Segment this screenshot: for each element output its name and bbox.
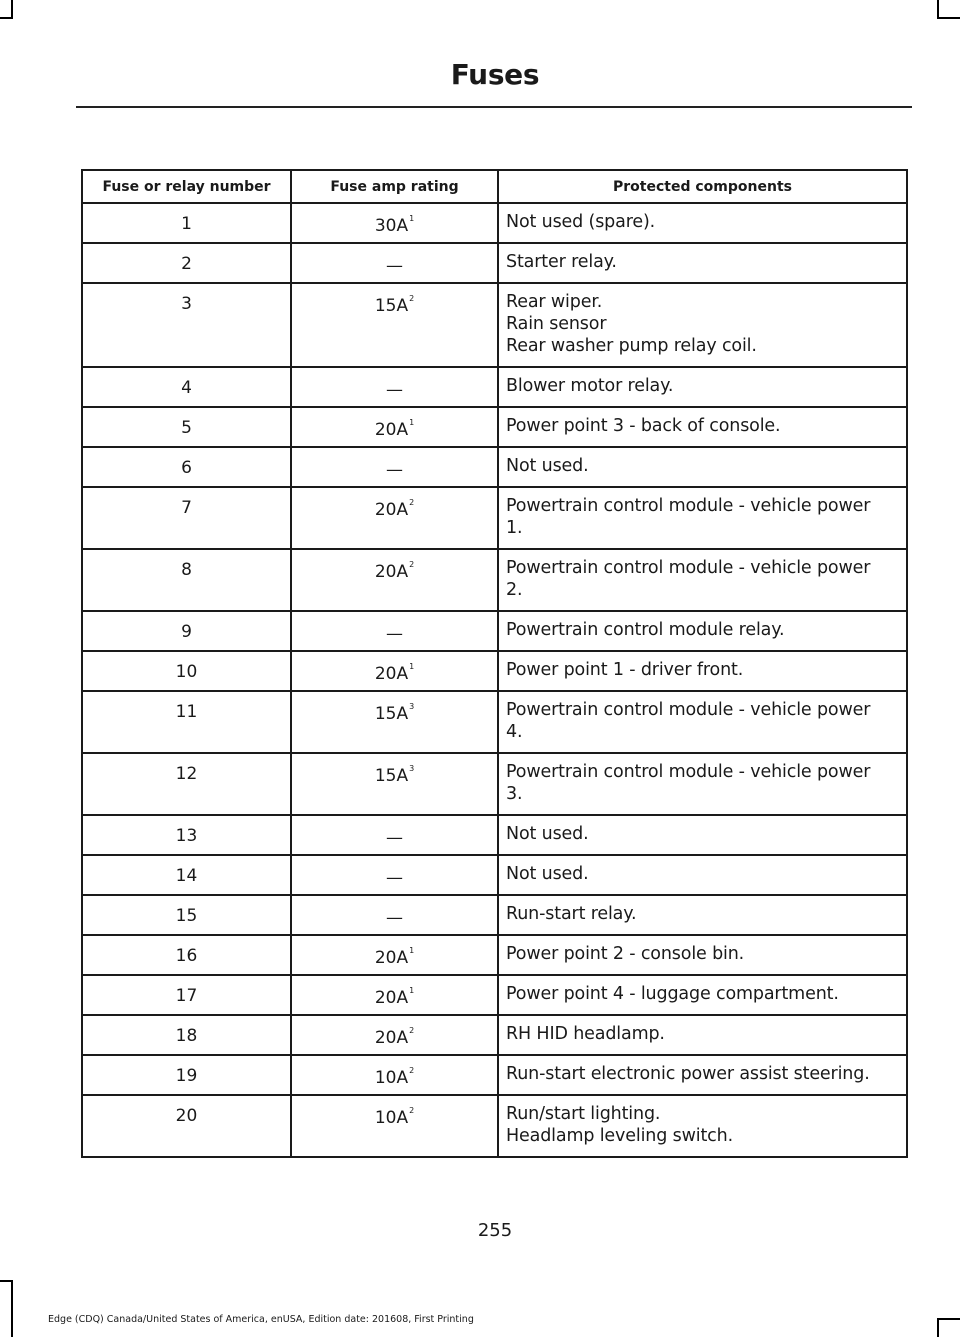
- fuse-rating: [291, 753, 498, 815]
- protected-components: [498, 753, 907, 815]
- table-row: [82, 549, 907, 611]
- fuse-rating-value: —: [386, 460, 403, 480]
- fuse-rating-value: —: [386, 908, 403, 928]
- protected-components: [498, 815, 907, 855]
- crop-mark: [11, 1280, 13, 1337]
- protected-components: [498, 283, 907, 367]
- fuse-number: 6: [82, 447, 291, 487]
- fuse-number: 1: [82, 203, 291, 243]
- component-line: 3.: [506, 784, 523, 804]
- fuse-rating: [291, 895, 498, 935]
- protected-components: [498, 1095, 907, 1157]
- fuse-rating-value: —: [386, 380, 403, 400]
- footnote-marker: 2: [409, 1066, 415, 1075]
- fuse-rating: [291, 407, 498, 447]
- protected-components: [498, 1015, 907, 1055]
- component-line: Powertrain control module - vehicle power: [506, 700, 871, 720]
- component-line: Not used.: [506, 824, 589, 844]
- fuse-number: 9: [82, 611, 291, 651]
- table-row: [82, 611, 907, 651]
- fuse-rating-value: —: [386, 256, 403, 276]
- fuse-rating-value: 15A: [374, 296, 409, 316]
- fuse-number: 8: [82, 549, 291, 611]
- protected-components: [498, 447, 907, 487]
- fuse-rating: [291, 367, 498, 407]
- fuse-table: [81, 169, 908, 1158]
- table-row: [82, 753, 907, 815]
- protected-components: [498, 975, 907, 1015]
- component-line: 4.: [506, 722, 523, 742]
- fuse-rating-value: —: [386, 624, 403, 644]
- fuse-number: 4: [82, 367, 291, 407]
- fuse-number: 10: [82, 651, 291, 691]
- component-line: 2.: [506, 580, 523, 600]
- protected-components: [498, 611, 907, 651]
- table-row: [82, 1095, 907, 1157]
- fuse-rating-value: —: [386, 828, 403, 848]
- crop-mark: [937, 0, 939, 18]
- table-row: [82, 895, 907, 935]
- component-line: Rear wiper.: [506, 292, 603, 312]
- protected-components: [498, 895, 907, 935]
- fuse-rating: [291, 611, 498, 651]
- fuse-rating: [291, 1015, 498, 1055]
- fuse-number: 7: [82, 487, 291, 549]
- table-row: [82, 243, 907, 283]
- fuse-rating-value: 20A: [374, 664, 409, 684]
- column-header-components: Protected components: [498, 170, 907, 203]
- fuse-rating: [291, 855, 498, 895]
- fuse-rating-value: 20A: [374, 948, 409, 968]
- table-row: [82, 691, 907, 753]
- header-rule: [76, 106, 912, 108]
- fuse-rating: [291, 691, 498, 753]
- table-row: [82, 487, 907, 549]
- footnote-marker: 1: [409, 418, 415, 427]
- table-row: [82, 935, 907, 975]
- component-line: Powertrain control module relay.: [506, 620, 785, 640]
- table-header-row: [82, 170, 907, 203]
- fuse-rating: [291, 651, 498, 691]
- fuse-rating: [291, 935, 498, 975]
- protected-components: [498, 691, 907, 753]
- page-title: Fuses: [450, 58, 540, 91]
- fuse-rating-value: 30A: [374, 216, 409, 236]
- component-line: Powertrain control module - vehicle power: [506, 558, 871, 578]
- component-line: Power point 3 - back of console.: [506, 416, 781, 436]
- footnote-marker: 2: [409, 1026, 415, 1035]
- protected-components: [498, 1055, 907, 1095]
- table-row: [82, 367, 907, 407]
- table-row: [82, 651, 907, 691]
- crop-mark: [0, 1280, 13, 1282]
- fuse-number: 20: [82, 1095, 291, 1157]
- component-line: Powertrain control module - vehicle power: [506, 496, 871, 516]
- fuse-rating-value: 20A: [374, 420, 409, 440]
- footnote-marker: 1: [409, 662, 415, 671]
- fuse-rating-value: 20A: [374, 500, 409, 520]
- protected-components: [498, 855, 907, 895]
- fuse-rating-value: 20A: [374, 988, 409, 1008]
- table-row: [82, 1015, 907, 1055]
- column-header-rating: Fuse amp rating: [291, 170, 498, 203]
- component-line: Power point 1 - driver front.: [506, 660, 744, 680]
- fuse-number: 11: [82, 691, 291, 753]
- crop-mark: [11, 0, 13, 18]
- component-line: Not used.: [506, 864, 589, 884]
- table-row: [82, 855, 907, 895]
- fuse-rating: [291, 815, 498, 855]
- fuse-rating: [291, 243, 498, 283]
- protected-components: [498, 651, 907, 691]
- component-line: Power point 2 - console bin.: [506, 944, 745, 964]
- fuse-number: 17: [82, 975, 291, 1015]
- component-line: Rear washer pump relay coil.: [506, 336, 757, 356]
- footnote-marker: 1: [409, 214, 415, 223]
- footnote-marker: 2: [409, 1106, 415, 1115]
- protected-components: [498, 243, 907, 283]
- fuse-number: 2: [82, 243, 291, 283]
- edition-footer: Edge (CDQ) Canada/United States of America, enUSA, Edition date: 201608, First Printing: [48, 1314, 474, 1325]
- fuse-number: 13: [82, 815, 291, 855]
- table-row: [82, 815, 907, 855]
- fuse-rating-value: 15A: [374, 704, 409, 724]
- table-row: [82, 283, 907, 367]
- protected-components: [498, 367, 907, 407]
- fuse-number: 3: [82, 283, 291, 367]
- fuse-number: 12: [82, 753, 291, 815]
- fuse-rating-value: 10A: [374, 1108, 409, 1128]
- footnote-marker: 2: [409, 560, 415, 569]
- protected-components: [498, 549, 907, 611]
- component-line: RH HID headlamp.: [506, 1024, 665, 1044]
- component-line: Starter relay.: [506, 252, 617, 272]
- component-line: Run/start lighting.: [506, 1104, 661, 1124]
- fuse-number: 19: [82, 1055, 291, 1095]
- fuse-number: 15: [82, 895, 291, 935]
- table-row: [82, 447, 907, 487]
- footnote-marker: 3: [409, 702, 415, 711]
- component-line: Not used (spare).: [506, 212, 656, 232]
- fuse-rating: [291, 1055, 498, 1095]
- fuse-rating-value: 20A: [374, 1028, 409, 1048]
- fuse-rating: [291, 203, 498, 243]
- fuse-rating: [291, 447, 498, 487]
- fuse-number: 14: [82, 855, 291, 895]
- fuse-number: 5: [82, 407, 291, 447]
- component-line: Rain sensor: [506, 314, 607, 334]
- fuse-number: 16: [82, 935, 291, 975]
- crop-mark: [0, 17, 13, 19]
- footnote-marker: 2: [409, 294, 415, 303]
- fuse-table-body: [82, 203, 907, 1157]
- crop-mark: [937, 1318, 939, 1337]
- component-line: 1.: [506, 518, 523, 538]
- protected-components: [498, 487, 907, 549]
- component-line: Headlamp leveling switch.: [506, 1126, 733, 1146]
- fuse-rating: [291, 549, 498, 611]
- footnote-marker: 1: [409, 946, 415, 955]
- table-row: [82, 1055, 907, 1095]
- footnote-marker: 1: [409, 986, 415, 995]
- table-row: [82, 975, 907, 1015]
- crop-mark: [937, 1318, 960, 1320]
- fuse-number: 18: [82, 1015, 291, 1055]
- fuse-rating-value: 20A: [374, 562, 409, 582]
- component-line: Not used.: [506, 456, 589, 476]
- component-line: Power point 4 - luggage compartment.: [506, 984, 839, 1004]
- fuse-rating-value: 10A: [374, 1068, 409, 1088]
- component-line: Blower motor relay.: [506, 376, 674, 396]
- crop-mark: [937, 17, 960, 19]
- fuse-rating: [291, 975, 498, 1015]
- component-line: Run-start relay.: [506, 904, 637, 924]
- component-line: Powertrain control module - vehicle power: [506, 762, 871, 782]
- fuse-rating: [291, 1095, 498, 1157]
- component-line: Run-start electronic power assist steering.: [506, 1064, 870, 1084]
- table-row: [82, 407, 907, 447]
- fuse-rating: [291, 487, 498, 549]
- protected-components: [498, 935, 907, 975]
- fuse-rating: [291, 283, 498, 367]
- protected-components: [498, 407, 907, 447]
- page-number: 255: [477, 1220, 513, 1241]
- table-row: [82, 203, 907, 243]
- fuse-rating-value: —: [386, 868, 403, 888]
- footnote-marker: 2: [409, 498, 415, 507]
- column-header-number: Fuse or relay number: [82, 170, 291, 203]
- protected-components: [498, 203, 907, 243]
- footnote-marker: 3: [409, 764, 415, 773]
- fuse-rating-value: 15A: [374, 766, 409, 786]
